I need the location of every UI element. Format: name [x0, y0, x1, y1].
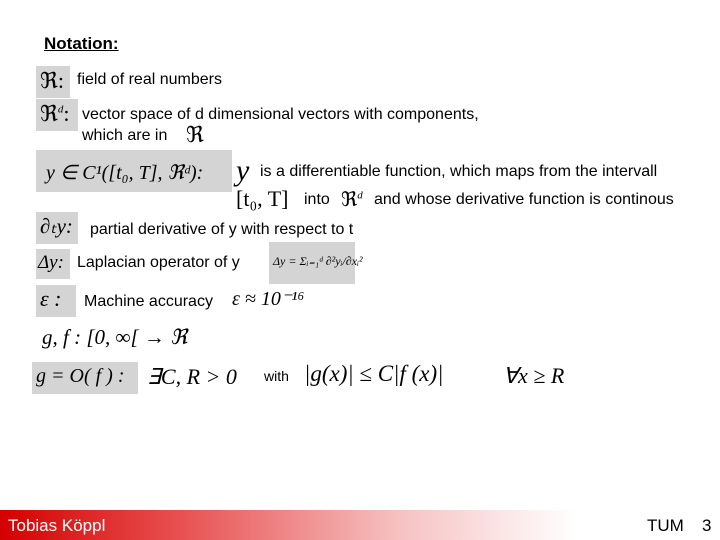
laplacian-description: Laplacian operator of y: [77, 254, 240, 271]
function-into-symbol: ℜ$^d$: [341, 189, 363, 211]
machine-accuracy-description: Machine accuracy: [84, 293, 213, 310]
big-o-condition: ∃C, R > 0: [147, 364, 237, 389]
big-o-with-label: with: [264, 368, 289, 384]
vector-space-in-symbol: ℜ: [186, 122, 204, 147]
page-title: Notation:: [44, 34, 119, 53]
footer-page-number: 3: [702, 516, 712, 535]
footer-organization: TUM: [647, 516, 684, 535]
laplacian-symbol: Δy:: [38, 252, 64, 273]
partial-description: partial derivative of y with respect to t: [90, 221, 354, 238]
vector-space-description-line2: which are in: [82, 127, 168, 144]
partial-symbol: ∂ₜy:: [40, 214, 73, 238]
function-interval: [t₀, T]: [236, 186, 289, 211]
function-formula: y ∈ C¹([t₀, T], ℜᵈ):: [46, 162, 204, 184]
epsilon-symbol: ε :: [40, 286, 62, 311]
function-description: is a differentiable function, which maps from the intervall: [260, 163, 658, 180]
real-numbers-description: field of real numbers: [77, 71, 222, 88]
vector-space-description: vector space of d dimensional vectors with components,: [82, 106, 479, 123]
big-o-inequality: |g(x)| ≤ C|f (x)|: [304, 361, 444, 386]
function-into-label: into: [304, 191, 330, 208]
laplacian-formula: Δy = Σᵢ₌₁ᵈ ∂²yᵢ/∂xᵢ²: [273, 254, 363, 268]
big-o-quantifier: ∀x ≥ R: [503, 363, 565, 388]
machine-accuracy-formula: ε ≈ 10⁻¹⁶: [232, 288, 305, 310]
footer-author: Tobias Köppl: [8, 516, 106, 535]
function-y-symbol: y: [236, 154, 250, 187]
big-o-symbol: g = O( f ) :: [36, 365, 125, 387]
function-description-line2: and whose derivative function is continous: [374, 191, 674, 208]
vector-space-symbol: ℜ$^d$:: [40, 101, 70, 126]
functions-declaration: g, f : [0, ∞[ → ℜ: [42, 325, 188, 349]
footer-bar: [0, 510, 720, 540]
real-numbers-symbol: ℜ:: [40, 68, 65, 93]
